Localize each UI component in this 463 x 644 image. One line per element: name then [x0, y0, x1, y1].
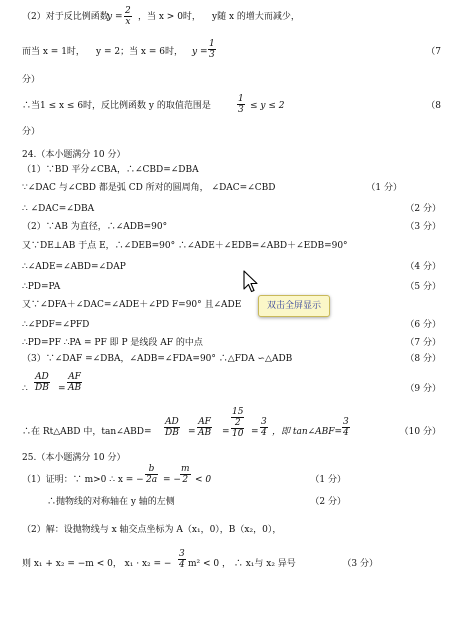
inner-fraction: $\frac{15}{2}$ [232, 407, 244, 428]
fraction: b 2a [146, 464, 158, 485]
line-24 [0, 549, 463, 582]
text: （2）对于反比例函数 [22, 12, 109, 22]
score-label: （3 分） [342, 559, 378, 569]
math: y = [107, 12, 123, 22]
text: ∴当1 ≤ x ≤ 6时，反比例函数 y 的取值范围是 [22, 101, 211, 111]
text: （1）∵BD 平分∠CBA，∴∠CBD=∠DBA [22, 165, 199, 175]
text: = [251, 427, 259, 437]
line-20 [0, 451, 463, 471]
score-label: （5 分） [405, 282, 441, 292]
text: ∴ ∠DAC=∠DBA [22, 204, 95, 214]
text: （1）证明：∵ m>0 ∴ x = − [22, 475, 144, 485]
compound-fraction: $\frac{15}{2}$ 10 [232, 407, 244, 439]
score-label: （9 分） [405, 384, 441, 394]
score-label: （6 分） [405, 320, 441, 330]
fraction: AF AB [198, 417, 212, 438]
line-8 [0, 181, 463, 201]
text: = [188, 427, 196, 437]
mouse-pointer-icon [243, 270, 259, 294]
line-7 [0, 163, 463, 183]
text: （3）∵∠DAF =∠DBA，∠ADB=∠FDA=90° ∴△FDA ∽△ADB [22, 354, 293, 364]
fraction: 3 4 [261, 417, 267, 438]
section-heading: 24.（本小题满分 10 分） [22, 150, 126, 160]
line-5 [0, 125, 463, 145]
text: ，当 x > 0时， [138, 12, 201, 22]
text: m² < 0 ， ∴ x₁与 x₂ 异号 [188, 559, 296, 569]
line-22 [0, 495, 463, 515]
line-1 [0, 6, 463, 30]
score-label: （4 分） [405, 262, 441, 272]
line-18 [0, 372, 463, 408]
line-2 [0, 39, 463, 65]
text: ∴PD=PA [22, 282, 61, 292]
score-label: （3 分） [405, 222, 441, 232]
text: = − [163, 475, 181, 485]
text: = [58, 384, 66, 394]
score-label: （8 [426, 101, 441, 111]
text: （2）解：设抛物线与 x 轴交点坐标为 A（x₁，0），B（x₂，0）， [22, 525, 282, 535]
text: = [222, 427, 230, 437]
fraction: 1 3 [209, 39, 215, 60]
fraction: AD DB [165, 417, 179, 438]
score-label: （1 分） [310, 475, 346, 485]
text: ∴PD=PF ∴PA = PF 即 P 是线段 AF 的中点 [22, 338, 203, 348]
score-label: （2 分） [405, 204, 441, 214]
line-4 [0, 94, 463, 119]
fraction: 2 x [125, 6, 131, 27]
score-label: （10 分） [399, 427, 441, 437]
score-label: （2 分） [310, 497, 346, 507]
line-12 [0, 260, 463, 280]
text: 分） [22, 127, 41, 137]
text: 而当 x = 1时， [22, 47, 85, 57]
fraction: AF AB [68, 372, 82, 393]
math: y = [192, 47, 208, 57]
text: 则 x₁ + x₂ = −m < 0， x₁ · x₂ = − [22, 559, 172, 569]
line-14 [0, 298, 463, 318]
fraction: 1 3 [238, 94, 244, 115]
score-label: （7 [426, 47, 441, 57]
text: ∵∠DAC 与∠CBD 都是弧 CD 所对的圆周角， ∠DAC=∠CBD [22, 183, 276, 193]
text: 分） [22, 75, 41, 85]
score-label: （1 分） [366, 183, 402, 193]
fraction: AD DB [35, 372, 49, 393]
text: y随 x 的增大而减少， [212, 12, 300, 22]
text: （2）∵AB 为直径，∴∠ADB=90° [22, 222, 168, 232]
math: ≤ y ≤ 2 [250, 101, 285, 111]
line-9 [0, 202, 463, 222]
line-13 [0, 280, 463, 300]
score-label: （7 分） [405, 338, 441, 348]
line-15 [0, 318, 463, 338]
section-heading: 25.（本小题满分 10 分） [22, 453, 126, 463]
text: ，即 tan∠ABF= [272, 427, 343, 437]
text: ∴∠ADE=∠ABD=∠DAP [22, 262, 126, 272]
line-3 [0, 73, 463, 93]
text: 又∵DE⊥AB 于点 E，∴∠DEB=90° ∴∠ADE＋∠EDB=∠ABD＋∠EDB=90° [22, 241, 348, 251]
text: ∴在 Rt△ABD 中，tan∠ABD= [22, 427, 152, 437]
line-19 [0, 407, 463, 451]
score-label: （8 分） [405, 354, 441, 364]
text: ∴ [22, 384, 28, 394]
fullscreen-tooltip[interactable]: 双击全屏显示 [258, 295, 330, 317]
line-17 [0, 352, 463, 372]
text: ∴∠PDF=∠PFD [22, 320, 90, 330]
text: ∴抛物线的对称轴在 y 轴的左侧 [47, 497, 175, 507]
line-23 [0, 523, 463, 543]
fraction: 3 4 [343, 417, 349, 438]
line-11 [0, 239, 463, 259]
text: < 0 [195, 475, 212, 485]
fraction: 3 4 [179, 549, 185, 570]
text: y = 2；当 x = 6时， [96, 47, 183, 57]
text: 又∵∠DFA＋∠DAC=∠ADE＋∠PD F=90° 且∠ADE [22, 300, 242, 310]
line-10 [0, 220, 463, 240]
fraction: m 2 [181, 464, 190, 485]
